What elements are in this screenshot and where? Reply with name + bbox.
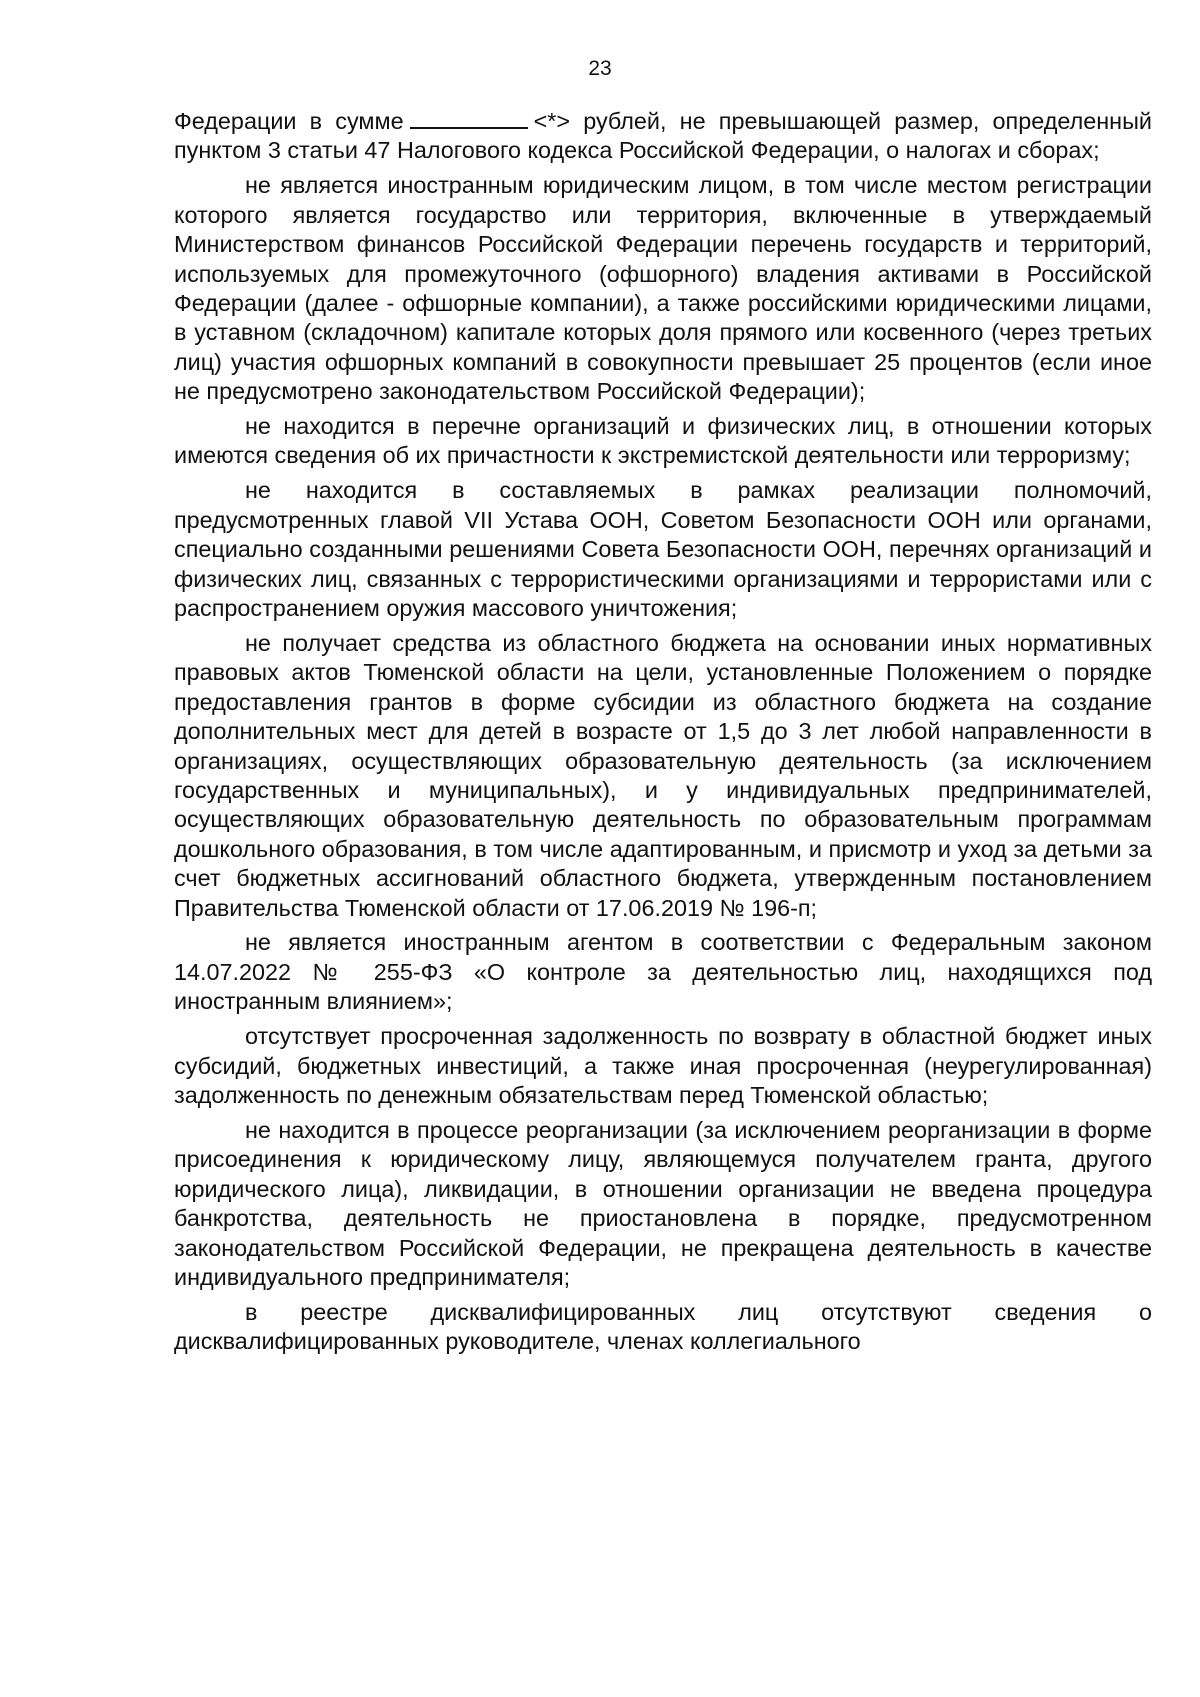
paragraph-extremism: не находится в перечне организаций и физических лиц, в отношении которых имеются сведения об их причастности к экстремистской деятельности или терроризму; <box>174 413 1152 469</box>
paragraph-foreign-agent: не является иностранным агентом в соответствии с Федеральным законом 14.07.2022 № 255-ФЗ «О контроле за деятельностью лиц, находящихся под иностранным влиянием»; <box>174 929 1152 1015</box>
document-body <box>174 107 1152 1362</box>
paragraph-disqualified: в реестре дисквалифицированных лиц отсутствуют сведения о дисквалифицированных руководителе, членах коллегиального <box>174 1298 1152 1355</box>
paragraph-amount-end: <*> рублей, не превышающей размер, определенный пунктом 3 статьи 47 Налогового кодекса Российской Федерации, о налогах и сборах; <box>174 108 1152 164</box>
page-number: 23 <box>588 57 612 80</box>
paragraph-reorganization: не находится в процессе реорганизации (за исключением реорганизации в форме присоединения к юридическому лицу, являющемуся получателем гранта, другого юридического лица), ликвидации, в отношении организации не введена процедура банкротства, деятельность не приостановлена в порядке, предусмотренном законодательством Российской Федерации, не прекращена деятельность в качестве индивидуального предпринимателя; <box>174 1116 1152 1290</box>
amount-blank-field <box>410 109 528 129</box>
paragraph-debt: отсутствует просроченная задолженность по возврату в областной бюджет иных субсидий, бюджетных инвестиций, а также иная просроченная (неурегулированная) задолженность по денежным обязательствам перед Тюменской областью; <box>174 1023 1152 1108</box>
paragraph-offshore: не является иностранным юридическим лицом, в том числе местом регистрации которого является государство или территория, включенные в утверждаемый Министерством финансов Российской Федерации перечень государств и территорий, используемых для промежуточного (офшорного) владения активами в Российской Федерации (далее - офшорные компании), а также российскими юридическими лицами, в уставном (складочном) капитале которых доля прямого или косвенного (через третьих лиц) участия офшорных компаний в совокупности превышает 25 процентов (если иное не предусмотрено законодательством Российской Федерации); <box>174 172 1152 405</box>
paragraph-amount-start: Федерации в сумме <box>174 108 404 134</box>
paragraph-un-sanctions: не находится в составляемых в рамках реализации полномочий, предусмотренных главой VII Устава ООН, Советом Безопасности ООН или органами, специально созданными решениями Совета Безопасности ООН, перечнях организаций и физических лиц, связанных с террористическими организациями и террористами или с распространением оружия массового уничтожения; <box>174 477 1152 621</box>
paragraph-other-funds: не получает средства из областного бюджета на основании иных нормативных правовых актов Тюменской области на цели, установленные Положением о порядке предоставления грантов в форме субсидии из областного бюджета на создание дополнительных мест для детей в возрасте от 1,5 до 3 лет любой направленности в организациях, осуществляющих образовательную деятельность (за исключением государственных и муниципальных), и у индивидуальных предпринимателей, осуществляющих образовательную деятельность по образовательным программам дошкольного образования, в том числе адаптированным, и присмотр и уход за детьми за счет бюджетных ассигнований областного бюджета, утвержденным постановлением Правительства Тюменской области от 17.06.2019 № 196-п; <box>174 629 1152 921</box>
paragraph-amount <box>174 107 1152 166</box>
